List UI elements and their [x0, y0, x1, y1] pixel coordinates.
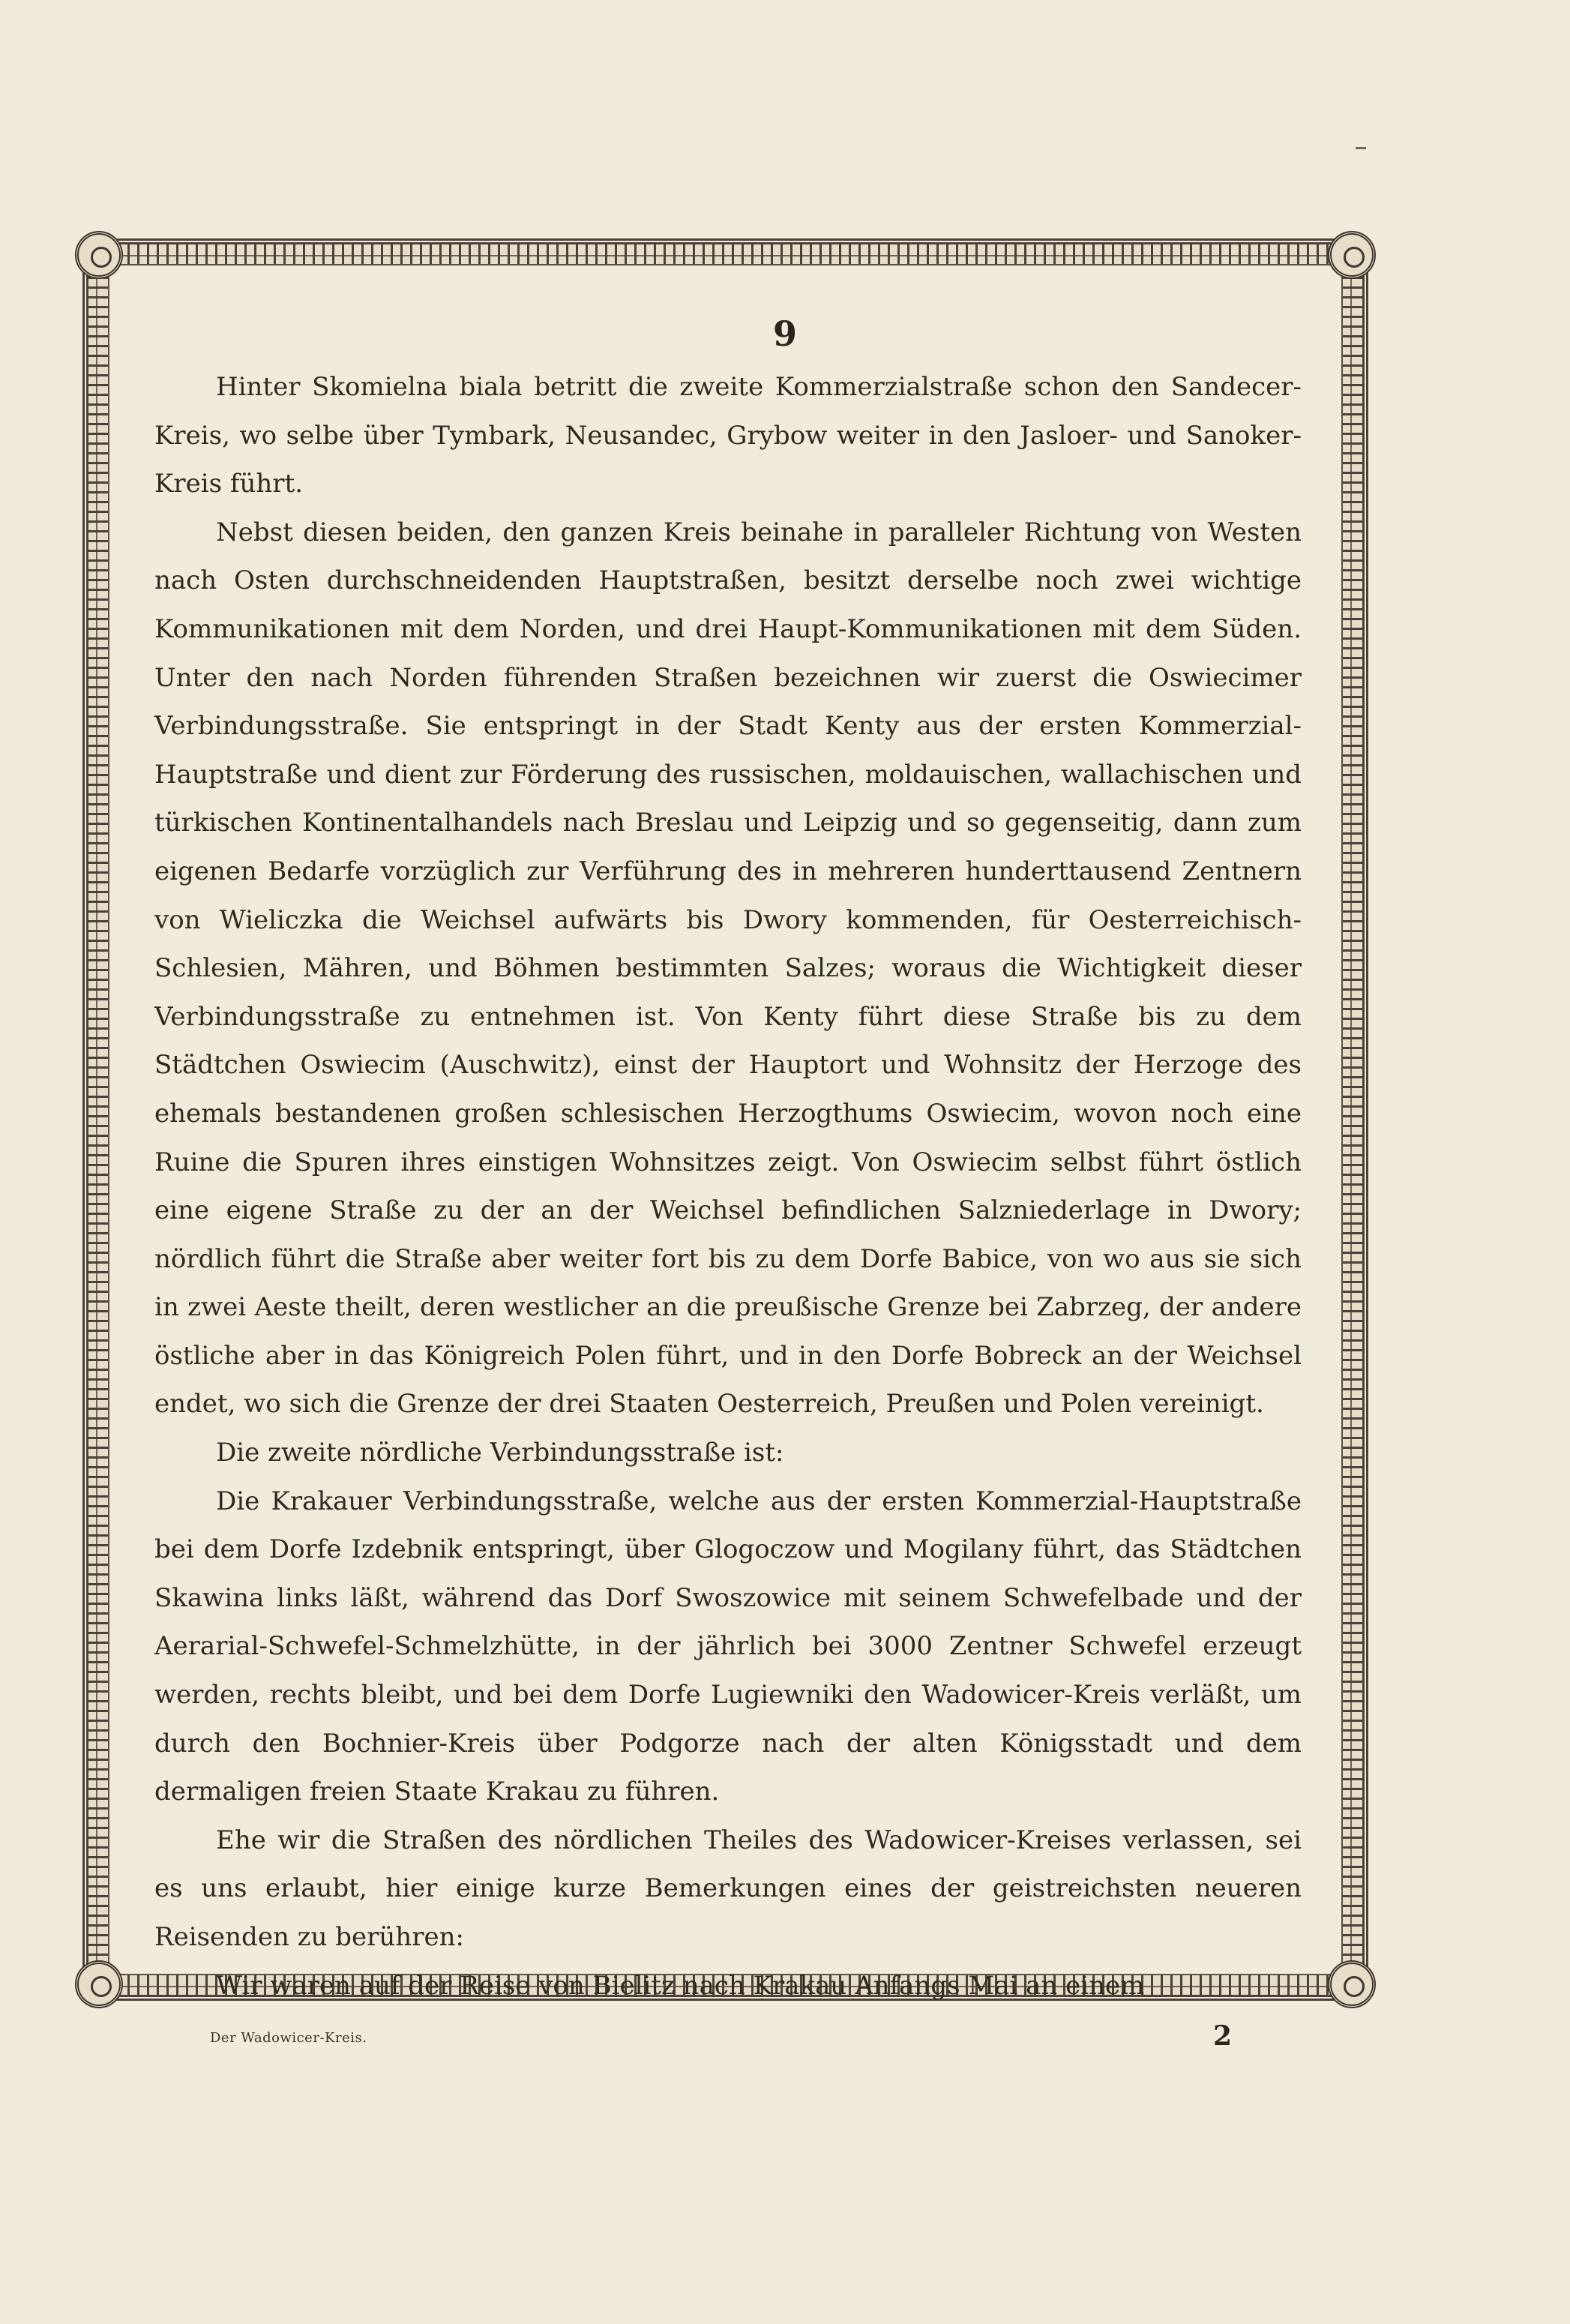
- paragraph: Die zweite nördliche Verbindungsstraße ist:: [216, 1438, 784, 1468]
- corner-ornament-bottom-left: [75, 1960, 123, 2008]
- body-text: [154, 363, 1302, 2010]
- corner-ornament-bottom-right: [1328, 1960, 1376, 2008]
- stray-mark: [1356, 147, 1366, 149]
- ornamental-band-right: [1343, 244, 1362, 1995]
- footer-gathering-number: 2: [1213, 2020, 1233, 2052]
- paragraph: Die Krakauer Verbindungsstraße, welche aus der ersten Kommerzial-Hauptstraße bei dem Dorfe Izdebnik entspringt, über Glogoczow und Mogilany führt, das Städtchen Skawina links läßt, während das Dorf Swoszowice mit seinem Schwefelbade und der Aerarial-Schwefel-Schmelzhütte, in der jährlich bei 3000 Zentner Schwefel erzeugt werden, rechts bleibt, und bei dem Dorfe Lugiewniki den Wadowicer-Kreis verläßt, um durch den Bochnier-Kreis über Podgorze nach der alten Königsstadt und dem dermaligen freien Staate Krakau zu führen.: [154, 1486, 1302, 1807]
- paragraph: Ehe wir die Straßen des nördlichen Theiles des Wadowicer-Kreises verlassen, sei es uns erlaubt, hier einige kurze Bemerkungen eines der geistreichsten neueren Reisenden zu berühren:: [154, 1825, 1302, 1952]
- corner-ornament-top-left: [75, 231, 123, 279]
- paragraph: Nebst diesen beiden, den ganzen Kreis beinahe in paralleler Richtung von Westen nach Osten durchschneidenden Hauptstraßen, besitzt derselbe noch zwei wichtige Kommunikationen mit dem Norden, und drei Haupt-Kommunikationen mit dem Süden. Unter den nach Norden führenden Straßen bezeichnen wir zuerst die Oswiecimer Verbindungsstraße. Sie entspringt in der Stadt Kenty aus der ersten Kommerzial-Hauptstraße und dient zur Förderung des russischen, moldauischen, wallachischen und türkischen Kontinentalhandels nach Breslau und Leipzig und so gegenseitig, dann zum eigenen Bedarfe vorzüglich zur Verführung des in mehreren hunderttausend Zentnern von Wieliczka die Weichsel aufwärts bis Dwory kommenden, für Oesterreichisch-Schlesien, Mähren, und Böhmen bestimmten Salzes; woraus die Wichtigkeit dieser Verbindungsstraße zu entnehmen ist. Von Kenty führt diese Straße bis zu dem Städtchen Oswiecim (Auschwitz), einst der Hauptort und Wohnsitz der Herzoge des ehemals bestandenen großen schlesischen Herzogthums Oswiecim, wovon noch eine Ruine die Spuren ihres einstigen Wohnsitzes zeigt. Von Oswiecim selbst führt östlich eine eigene Straße zu der an der Weichsel befindlichen Salzniederlage in Dwory; nördlich führt die Straße aber weiter fort bis zu dem Dorfe Babice, von wo aus sie sich in zwei Aeste theilt, deren westlicher an die preußische Grenze bei Zabrzeg, der andere östliche aber in das Königreich Polen führt, und in den Dorfe Bobreck an der Weichsel endet, wo sich die Grenze der drei Staaten Oesterreich, Preußen und Polen vereinigt.: [154, 517, 1302, 1420]
- paragraph: Wir waren auf der Reise von Bielitz nach Krakau Anfangs Mai an einem: [216, 1970, 1145, 2001]
- ornamental-band-left: [88, 244, 108, 1995]
- footer-signature: Der Wadowicer-Kreis.: [210, 2030, 367, 2046]
- corner-ornament-top-right: [1328, 231, 1376, 279]
- ornamental-band-top: [88, 244, 1362, 264]
- paragraph: Hinter Skomielna biala betritt die zweite Kommerzialstraße schon den Sandecer-Kreis, wo selbe über Tymbark, Neusandec, Grybow weiter in den Jasloer- und Sanoker-Kreis führt.: [154, 372, 1302, 499]
- page-number: 9: [772, 313, 797, 354]
